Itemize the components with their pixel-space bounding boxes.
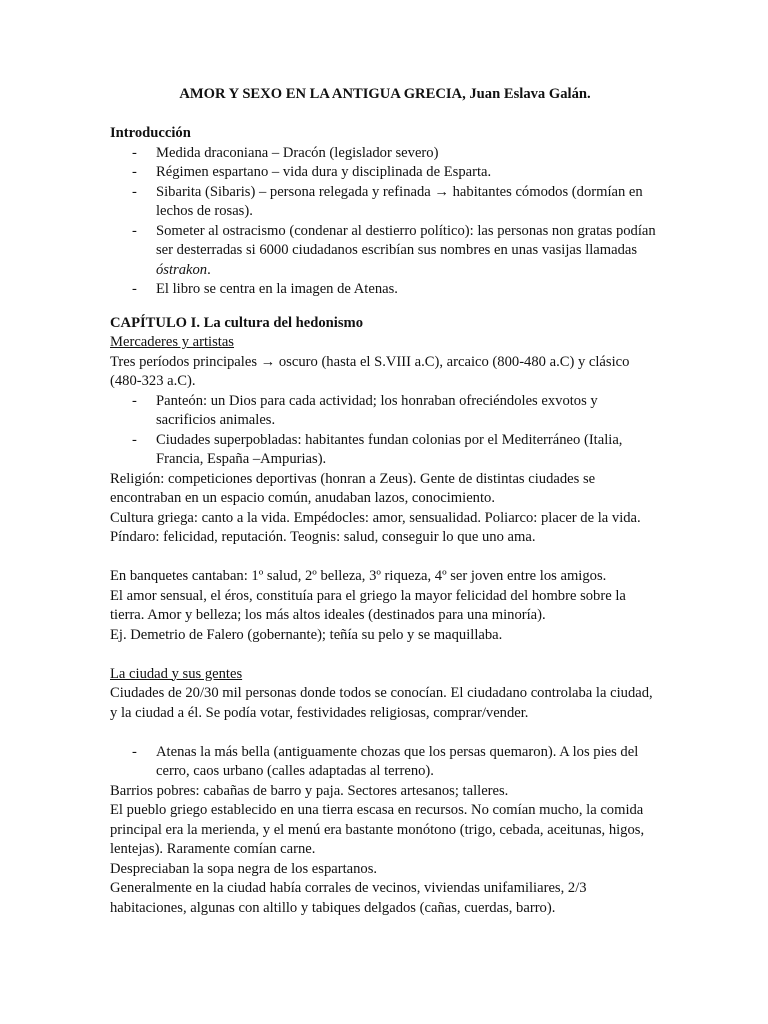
chapter-heading: CAPÍTULO I. La cultura del hedonismo	[110, 314, 363, 331]
paragraph: Religión: competiciones deportivas (honran a Zeus). Gente de distintas ciudades se encontraban en un espacio común, anudaban lazos, conocimiento.	[110, 470, 596, 506]
list-item	[110, 222, 660, 281]
list-item-end: .	[207, 261, 211, 278]
paragraph: Despreciaban la sopa negra de los espartanos.	[110, 860, 378, 877]
paragraph: El amor sensual, el éros, constituía para el griego la mayor felicidad del hombre sobre la tierra. Amor y belleza; los más altos ideales (destinados para una minoría).	[110, 587, 626, 623]
list-item: - Atenas la más bella (antiguamente chozas que los persas quemaron). A los pies del cerro, caos urbano (calles adaptadas al terreno).	[110, 743, 660, 782]
section-list	[110, 743, 660, 782]
intro-list	[110, 144, 660, 300]
document-page	[110, 84, 660, 918]
intro-heading: Introducción	[110, 125, 191, 141]
section-list	[110, 392, 660, 470]
paragraph: El pueblo griego establecido en una tierra escasa en recursos. No comían mucho, la comida principal era la merienda, y el menú era bastante monótono (trigo, cebada, aceitunas, higos, lentejas). Raramente comían carne.	[110, 802, 645, 857]
paragraph: Tres períodos principales → oscuro (hasta el S.VIII a.C), arcaico (800-480 a.C) y clásico (480-323 a.C).	[110, 353, 630, 389]
section-subheading: Mercaderes y artistas	[110, 334, 234, 350]
section-subheading: La ciudad y sus gentes	[110, 665, 243, 682]
paragraph: Ciudades de 20/30 mil personas donde todos se conocían. El ciudadano controlaba la ciudad, y la ciudad a él. Se podía votar, festividades religiosas, comprar/vender.	[110, 685, 653, 721]
paragraph: Cultura griega: canto a la vida. Empédocles: amor, sensualidad. Poliarco: placer de la vida. Píndaro: felicidad, reputación. Teognis: salud, conseguir lo que uno ama.	[110, 509, 641, 545]
paragraph: Generalmente en la ciudad había corrales de vecinos, viviendas unifamiliares, 2/3 habitaciones, algunas con altillo y tabiques delgados (cañas, cuerdas, barro).	[110, 880, 587, 916]
paragraph: Ej. Demetrio de Falero (gobernante); teñía su pelo y se maquillaba.	[110, 626, 503, 643]
list-item: - Medida draconiana – Dracón (legislador severo)	[110, 144, 660, 164]
document-title: AMOR Y SEXO EN LA ANTIGUA GRECIA, Juan Eslava Galán.	[179, 86, 591, 102]
list-item: - Sibarita (Sibaris) – persona relegada y refinada → habitantes cómodos (dormían en lechos de rosas).	[110, 183, 660, 222]
paragraph: Barrios pobres: cabañas de barro y paja. Sectores artesanos; talleres.	[110, 782, 509, 799]
paragraph: En banquetes cantaban: 1º salud, 2º belleza, 3º riqueza, 4º ser joven entre los amigos.	[110, 568, 607, 584]
list-item: - El libro se centra en la imagen de Atenas.	[110, 280, 660, 300]
list-item: - Régimen espartano – vida dura y disciplinada de Esparta.	[110, 163, 660, 183]
list-item-text: Someter al ostracismo (condenar al destierro político): las personas non gratas podían ser desterradas si 6000 ciudadanos escribían sus nombres en unas vasijas llamadas	[156, 222, 656, 258]
list-item: - Panteón: un Dios para cada actividad; los honraban ofreciéndoles exvotos y sacrificios animales.	[110, 392, 660, 431]
italic-term: óstrakon	[156, 261, 208, 278]
list-item: - Ciudades superpobladas: habitantes fundan colonias por el Mediterráneo (Italia, Francia, España –Ampurias).	[110, 431, 660, 470]
